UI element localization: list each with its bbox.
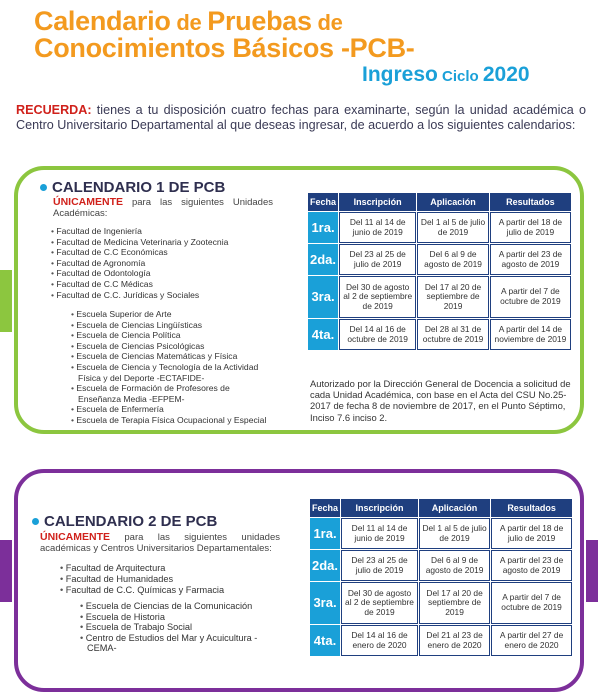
subtitle-year: 2020 <box>482 63 530 86</box>
intro-paragraph <box>16 103 586 133</box>
unicamente-text: para las siguientes unidades académicas y Centros Universitarios Departamentales: <box>40 532 280 554</box>
title-word-pruebas: Pruebas <box>207 6 312 36</box>
date-number-cell: 2da. <box>308 244 338 275</box>
application-cell: Del 17 al 20 de septiembre de 2019 <box>417 276 488 318</box>
school-list-item: • Escuela de Ciencia Política <box>71 330 271 341</box>
date-number-cell: 1ra. <box>310 518 340 549</box>
page-subtitle <box>362 63 530 87</box>
application-cell: Del 28 al 31 de octubre de 2019 <box>417 319 488 350</box>
application-cell: Del 1 al 5 de julio de 2019 <box>417 212 488 243</box>
calendar-2-table <box>309 498 573 657</box>
calendar-1-title <box>40 179 225 196</box>
column-header: Aplicación <box>419 499 490 517</box>
table-row <box>308 212 571 243</box>
date-number-cell: 4ta. <box>310 625 340 656</box>
column-header: Aplicación <box>417 193 488 211</box>
inscription-cell: Del 30 de agosto al 2 de septiembre de 2019 <box>339 276 416 318</box>
table-row <box>308 244 571 275</box>
school-list-item: • Escuela de Terapia Física Ocupacional y Especial <box>71 415 271 426</box>
intro-highlight: RECUERDA: <box>16 103 92 117</box>
school-list-item: • Escuela de Enfermería <box>71 404 271 415</box>
date-number-cell: 1ra. <box>308 212 338 243</box>
calendar-2-title <box>32 513 217 530</box>
calendar-2-title-text: CALENDARIO 2 DE PCB <box>44 513 218 530</box>
school-list-item: • Escuela Superior de Arte <box>71 309 271 320</box>
calendar-2-school-list <box>80 601 275 654</box>
faculty-list-item: • Facultad de C.C. Jurídicas y Sociales <box>51 290 228 301</box>
faculty-list-item: • Facultad de C.C Económicas <box>51 247 228 258</box>
unicamente-label: ÚNICAMENTE <box>53 196 123 208</box>
calendar-2-side-tab-right <box>586 540 598 602</box>
calendar-2-side-tab-left <box>0 540 12 602</box>
inscription-cell: Del 14 al 16 de enero de 2020 <box>341 625 418 656</box>
column-header: Inscripción <box>339 193 416 211</box>
table-row <box>310 582 572 624</box>
faculty-list-item: • Facultad de Medicina Veterinaria y Zootecnia <box>51 237 228 248</box>
page-title-line-2: Conocimientos Básicos -PCB- <box>34 33 415 63</box>
calendar-1-faculty-list <box>51 226 228 300</box>
date-number-cell: 3ra. <box>310 582 340 624</box>
school-list-item: • Escuela de Formación de Profesores de Enseñanza Media -EFPEM- <box>71 383 271 404</box>
faculty-list-item: • Facultad de Ingeniería <box>51 226 228 237</box>
table-header-row <box>310 499 572 517</box>
bullet-dot-icon <box>32 518 39 525</box>
table-row <box>310 625 572 656</box>
unicamente-label: ÚNICAMENTE <box>40 531 110 543</box>
school-list-item: • Escuela de Ciencias Matemáticas y Física <box>71 351 271 362</box>
inscription-cell: Del 23 al 25 de julio de 2019 <box>341 550 418 581</box>
subtitle-ciclo: Ciclo <box>437 68 483 85</box>
table-row <box>310 550 572 581</box>
faculty-list-item: • Facultad de Agronomía <box>51 258 228 269</box>
faculty-list-item: • Facultad de Arquitectura <box>60 563 224 574</box>
column-header: Resultados <box>490 193 571 211</box>
inscription-cell: Del 11 al 14 de junio de 2019 <box>341 518 418 549</box>
title-word-de: de <box>170 10 208 35</box>
date-number-cell: 2da. <box>310 550 340 581</box>
results-cell: A partir del 27 de enero de 2020 <box>491 625 572 656</box>
faculty-list-item: • Facultad de C.C Médicas <box>51 279 228 290</box>
title-word-de-2: de <box>311 10 343 35</box>
calendar-1-school-list <box>71 309 271 426</box>
calendar-1-unicamente <box>53 197 273 219</box>
table-row <box>310 518 572 549</box>
application-cell: Del 21 al 23 de enero de 2020 <box>419 625 490 656</box>
application-cell: Del 6 al 9 de agosto de 2019 <box>419 550 490 581</box>
column-header: Inscripción <box>341 499 418 517</box>
inscription-cell: Del 30 de agosto al 2 de septiembre de 2019 <box>341 582 418 624</box>
inscription-cell: Del 23 al 25 de julio de 2019 <box>339 244 416 275</box>
inscription-cell: Del 11 al 14 de junio de 2019 <box>339 212 416 243</box>
column-header: Resultados <box>491 499 572 517</box>
school-list-item: • Escuela de Historia <box>80 612 275 623</box>
table-header-row <box>308 193 571 211</box>
results-cell: A partir del 23 de agosto de 2019 <box>490 244 571 275</box>
faculty-list-item: • Facultad de C.C. Químicas y Farmacia <box>60 585 224 596</box>
faculty-list-item: • Facultad de Humanidades <box>60 574 224 585</box>
results-cell: A partir del 14 de noviembre de 2019 <box>490 319 571 350</box>
school-list-item: • Escuela de Ciencias Psicológicas <box>71 341 271 352</box>
application-cell: Del 1 al 5 de julio de 2019 <box>419 518 490 549</box>
column-header: Fecha <box>308 193 338 211</box>
application-cell: Del 17 al 20 de septiembre de 2019 <box>419 582 490 624</box>
calendar-1-side-tab <box>0 270 12 332</box>
date-number-cell: 3ra. <box>308 276 338 318</box>
school-list-item: • Escuela de Ciencia y Tecnología de la Actividad Física y del Deporte -ECTAFIDE- <box>71 362 271 383</box>
results-cell: A partir del 23 de agosto de 2019 <box>491 550 572 581</box>
calendar-1-authorization: Autorizado por la Dirección General de Docencia a solicitud de cada Unidad Académica, con base en el Acta del CSU No.25-2017 de fecha 8 de noviembre de 2017, en el Punto Séptimo, Inciso 7.6 inciso 2. <box>310 378 571 423</box>
calendar-1-table <box>307 192 572 351</box>
table-row <box>308 319 571 350</box>
school-list-item: • Escuela de Ciencias Lingüísticas <box>71 320 271 331</box>
results-cell: A partir del 18 de julio de 2019 <box>490 212 571 243</box>
column-header: Fecha <box>310 499 340 517</box>
unicamente-text: para las siguientes Unidades Académicas: <box>53 197 273 219</box>
school-list-item: • Escuela de Trabajo Social <box>80 622 275 633</box>
calendar-2-unicamente <box>40 532 280 554</box>
school-list-item: • Centro de Estudios del Mar y Acuicultura -CEMA- <box>80 633 275 654</box>
application-cell: Del 6 al 9 de agosto de 2019 <box>417 244 488 275</box>
school-list-item: • Escuela de Ciencias de la Comunicación <box>80 601 275 612</box>
calendar-1-title-text: CALENDARIO 1 DE PCB <box>52 179 226 196</box>
subtitle-ingreso: Ingreso <box>362 63 438 86</box>
faculty-list-item: • Facultad de Odontología <box>51 268 228 279</box>
results-cell: A partir del 7 de octubre de 2019 <box>490 276 571 318</box>
results-cell: A partir del 18 de julio de 2019 <box>491 518 572 549</box>
results-cell: A partir del 7 de octubre de 2019 <box>491 582 572 624</box>
date-number-cell: 4ta. <box>308 319 338 350</box>
intro-text: tienes a tu disposición cuatro fechas para examinarte, según la unidad académica o Centro Universitario Departamental al que deseas ingresar, de acuerdo a los siguientes calendarios: <box>16 103 586 132</box>
table-row <box>308 276 571 318</box>
inscription-cell: Del 14 al 16 de octubre de 2019 <box>339 319 416 350</box>
title-word-calendario: Calendario <box>34 6 171 36</box>
bullet-dot-icon <box>40 184 47 191</box>
calendar-2-faculty-list <box>60 563 224 596</box>
